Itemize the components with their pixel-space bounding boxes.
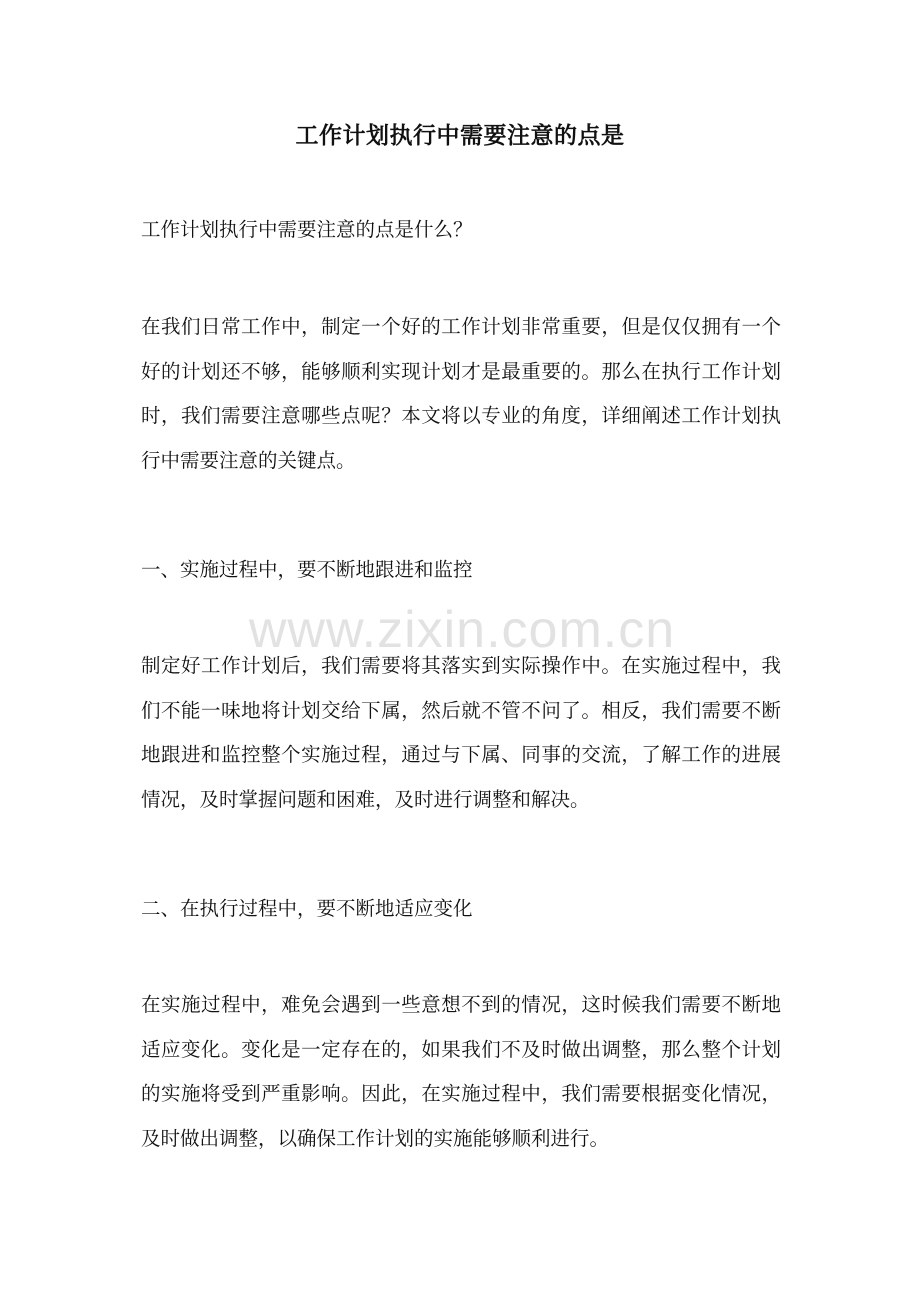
watermark: www.zixin.com.cn xyxy=(248,601,676,659)
document-title: 工作计划执行中需要注意的点是 xyxy=(295,122,625,149)
document-subtitle: 工作计划执行中需要注意的点是什么？ xyxy=(141,218,473,241)
section-1-heading: 一、实施过程中，要不断地跟进和监控 xyxy=(141,558,473,581)
intro-paragraph: 在我们日常工作中，制定一个好的工作计划非常重要，但是仅仅拥有一个好的计划还不够，能够顺利实现计划才是最重要的。那么在执行工作计划时，我们需要注意哪些点呢？本文将以专业的角度，详细阐述工作计划执行中需要注意的关键点。 xyxy=(141,315,781,472)
section-1-paragraph: 制定好工作计划后，我们需要将其落实到实际操作中。在实施过程中，我们不能一味地将计划交给下属，然后就不管不问了。相反，我们需要不断地跟进和监控整个实施过程，通过与下属、同事的交流，了解工作的进展情况，及时掌握问题和困难，及时进行调整和解决。 xyxy=(141,654,781,811)
section-2-paragraph: 在实施过程中，难免会遇到一些意想不到的情况，这时候我们需要不断地适应变化。变化是一定存在的，如果我们不及时做出调整，那么整个计划的实施将受到严重影响。因此，在实施过程中，我们需要根据变化情况，及时做出调整，以确保工作计划的实施能够顺利进行。 xyxy=(141,993,781,1150)
section-2-heading: 二、在执行过程中，要不断地适应变化 xyxy=(141,897,473,920)
